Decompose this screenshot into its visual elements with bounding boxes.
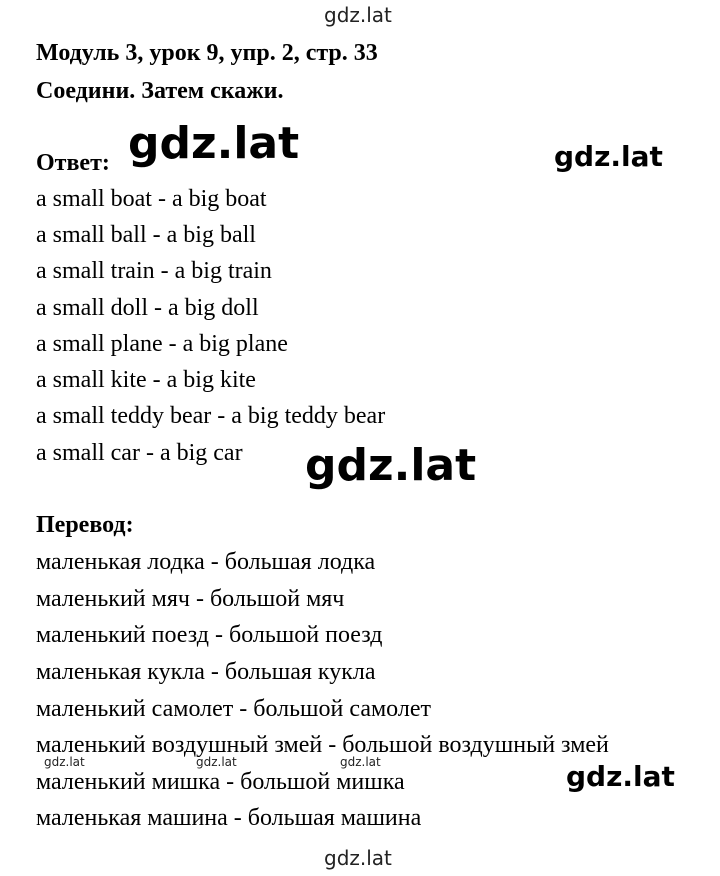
watermark-right-top: gdz.lat: [554, 140, 663, 173]
translation-line: маленький самолет - большой самолет: [36, 696, 431, 722]
translation-label: Перевод:: [36, 512, 134, 538]
task-heading: Соедини. Затем скажи.: [36, 78, 284, 104]
answer-line: a small plane - a big plane: [36, 331, 288, 357]
watermark-tiny-3: gdz.lat: [340, 755, 381, 769]
answer-line: a small train - a big train: [36, 258, 272, 284]
answer-line: a small ball - a big ball: [36, 222, 256, 248]
watermark-tiny-2: gdz.lat: [196, 755, 237, 769]
watermark-tiny-1: gdz.lat: [44, 755, 85, 769]
translation-line: маленькая машина - большая машина: [36, 805, 422, 831]
translation-line: маленький мяч - большой мяч: [36, 586, 345, 612]
answer-line: a small boat - a big boat: [36, 186, 267, 212]
translation-line: маленький поезд - большой поезд: [36, 622, 383, 648]
watermark-middle: gdz.lat: [305, 440, 477, 491]
answer-label: Ответ:: [36, 150, 110, 176]
translation-line: маленькая лодка - большая лодка: [36, 549, 376, 575]
answer-line: a small doll - a big doll: [36, 295, 259, 321]
answer-line: a small car - a big car: [36, 440, 243, 466]
watermark-top: gdz.lat: [324, 3, 392, 27]
watermark-bottom: gdz.lat: [324, 846, 392, 870]
answer-line: a small teddy bear - a big teddy bear: [36, 403, 386, 429]
translation-line: маленький воздушный змей - большой воздушный змей: [36, 732, 609, 758]
watermark-answer: gdz.lat: [128, 118, 300, 169]
watermark-right-bottom: gdz.lat: [566, 760, 675, 793]
translation-line: маленький мишка - большой мишка: [36, 769, 405, 795]
answer-line: a small kite - a big kite: [36, 367, 256, 393]
translation-line: маленькая кукла - большая кукла: [36, 659, 376, 685]
page-title: Модуль 3, урок 9, упр. 2, стр. 33: [36, 40, 378, 66]
